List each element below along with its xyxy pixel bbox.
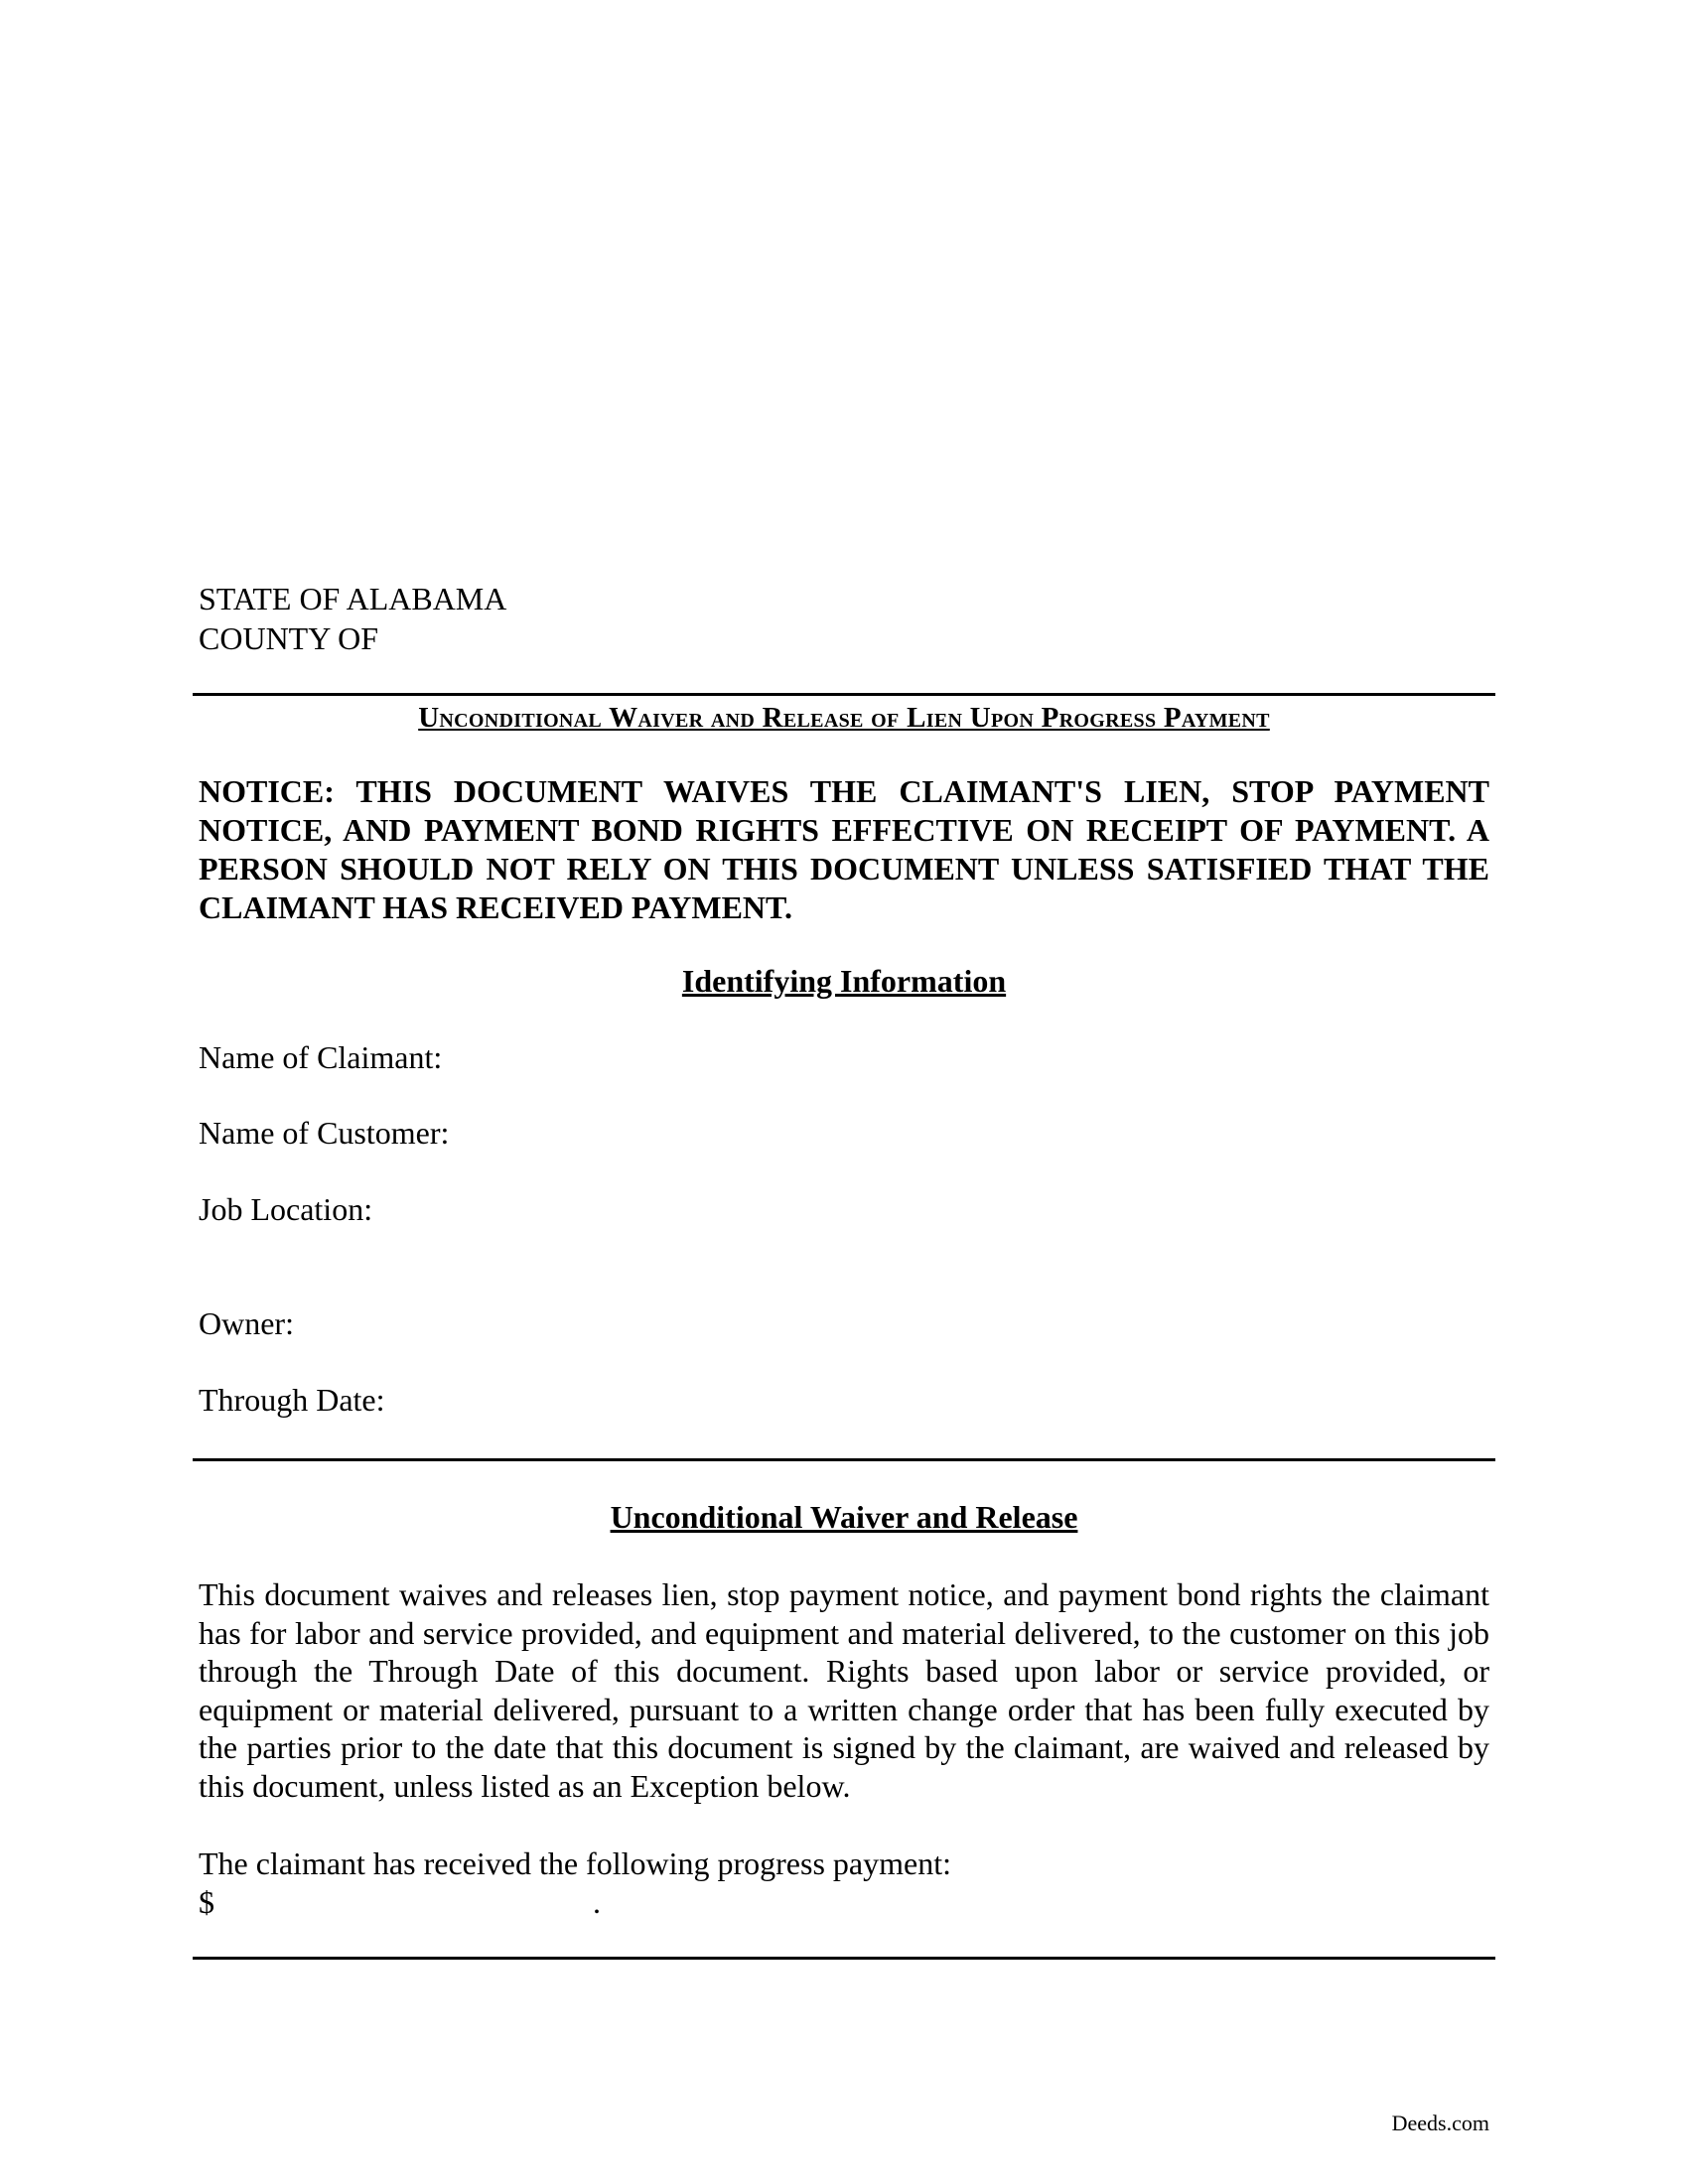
middle-divider [193, 1458, 1495, 1461]
county-line: COUNTY OF [199, 620, 379, 656]
amount-terminator: . [593, 1884, 601, 1920]
waiver-body-paragraph: This document waives and releases lien, stop payment notice, and payment bond rights the claimant has for labor and service provided, and equipment and material delivered, to the customer on this job through the Through Date of this document. Rights based upon labor or service provided, or equipment or material delivered, pursuant to a written change order that has been fully executed by the parties prior to the date that this document is signed by the claimant, are waived and released by this document, unless listed as an Exception below. [199, 1576, 1489, 1804]
currency-symbol: $ [199, 1884, 214, 1920]
customer-name-label: Name of Customer: [199, 1115, 450, 1151]
owner-label: Owner: [199, 1305, 294, 1341]
waiver-heading: Unconditional Waiver and Release [610, 1499, 1078, 1535]
payment-statement: The claimant has received the following progress payment: [199, 1845, 951, 1881]
payment-amount-line [199, 1882, 616, 1922]
document-title: Unconditional Waiver and Release of Lien Upon Progress Payment [418, 702, 1270, 734]
notice-paragraph: NOTICE: THIS DOCUMENT WAIVES THE CLAIMANT'S LIEN, STOP PAYMENT NOTICE, AND PAYMENT BOND RIGHTS EFFECTIVE ON RECEIPT OF PAYMENT. A PERSON SHOULD NOT RELY ON THIS DOCUMENT UNLESS SATISFIED THAT THE CLAIMANT HAS RECEIVED PAYMENT. [199, 773, 1489, 925]
top-divider [193, 693, 1495, 696]
source-watermark: Deeds.com [1391, 2111, 1489, 2135]
through-date-label: Through Date: [199, 1382, 385, 1418]
job-location-label: Job Location: [199, 1191, 373, 1227]
identifying-information-heading: Identifying Information [681, 963, 1007, 999]
claimant-name-label: Name of Claimant: [199, 1039, 443, 1075]
bottom-divider [193, 1957, 1495, 1960]
state-line: STATE OF ALABAMA [199, 581, 507, 616]
jurisdiction-header [199, 579, 1489, 658]
